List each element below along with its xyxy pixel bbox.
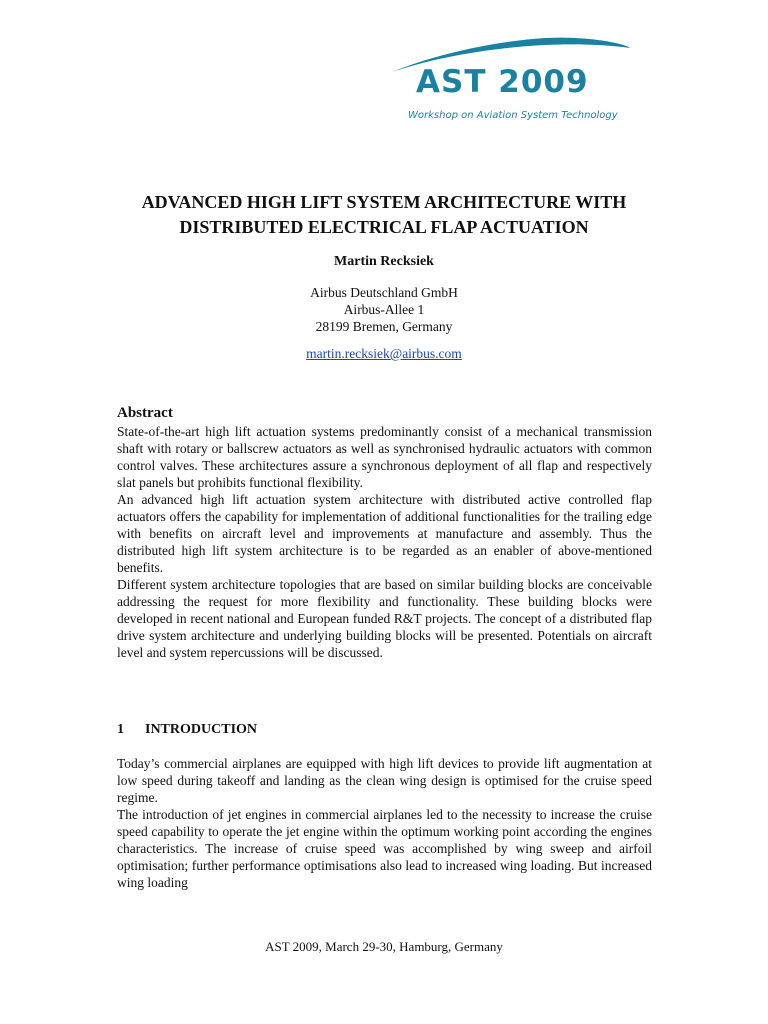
abstract-heading: Abstract	[117, 405, 173, 421]
email-link[interactable]: martin.recksiek@airbus.com	[306, 346, 462, 361]
logo-title: AST 2009	[416, 64, 589, 100]
intro-paragraph: The introduction of jet engines in commercial airplanes led to the necessity to increase the cruise speed capability to operate the jet engine within the optimum working point according the engines characteristics. The increase of cruise speed was accomplished by wing sweep and airfoil optimisation; further performance optimisations also lead to increased wing loading. But increased wing loading	[117, 807, 652, 890]
conference-logo	[386, 36, 636, 132]
author-email	[0, 346, 768, 362]
section-title: INTRODUCTION	[145, 722, 258, 737]
abstract-paragraph: An advanced high lift actuation system architecture with distributed active controlled flap actuators offers the capability for implementation of additional functionalities for the trailing edge with benefits on aircraft level and improvements at manufacture and assembly. Thus the distributed high lift system architecture is to be regarded as an enabler of above-mentioned benefits.	[117, 492, 652, 575]
abstract-body	[117, 423, 652, 661]
title-line: DISTRIBUTED ELECTRICAL FLAP ACTUATION	[179, 217, 589, 237]
paper-title	[100, 190, 668, 240]
section-heading	[117, 722, 257, 738]
logo-subtitle: Workshop on Aviation System Technology	[408, 110, 618, 121]
title-line: ADVANCED HIGH LIFT SYSTEM ARCHITECTURE WITH	[141, 192, 627, 212]
author-name: Martin Recksiek	[334, 254, 434, 269]
page-footer: AST 2009, March 29-30, Hamburg, Germany	[265, 939, 503, 954]
affiliation-line: 28199 Bremen, Germany	[315, 319, 453, 334]
abstract-paragraph: Different system architecture topologies that are based on similar building blocks are conceivable addressing the request for more flexibility and functionality. These building blocks were developed in recent national and European funded R&T projects. The concept of a distributed flap drive system architecture and underlying building blocks will be presented. Potentials on aircraft level and system repercussions will be discussed.	[117, 577, 652, 660]
introduction-body	[117, 755, 652, 891]
intro-paragraph: Today’s commercial airplanes are equipped with high lift devices to provide lift augmentation at low speed during takeoff and landing as the clean wing design is optimised for the cruise speed regime.	[117, 756, 652, 805]
affiliation-line: Airbus-Allee 1	[343, 302, 425, 317]
abstract-paragraph: State-of-the-art high lift actuation systems predominantly consist of a mechanical transmission shaft with rotary or ballscrew actuators as well as synchronised hydraulic actuators with common control valves. These architectures assure a synchronous deployment of all flap and respectively slat panels but prohibits functional flexibility.	[117, 424, 652, 490]
affiliation	[0, 284, 768, 335]
affiliation-line: Airbus Deutschland GmbH	[310, 285, 458, 300]
section-number: 1	[117, 722, 124, 737]
